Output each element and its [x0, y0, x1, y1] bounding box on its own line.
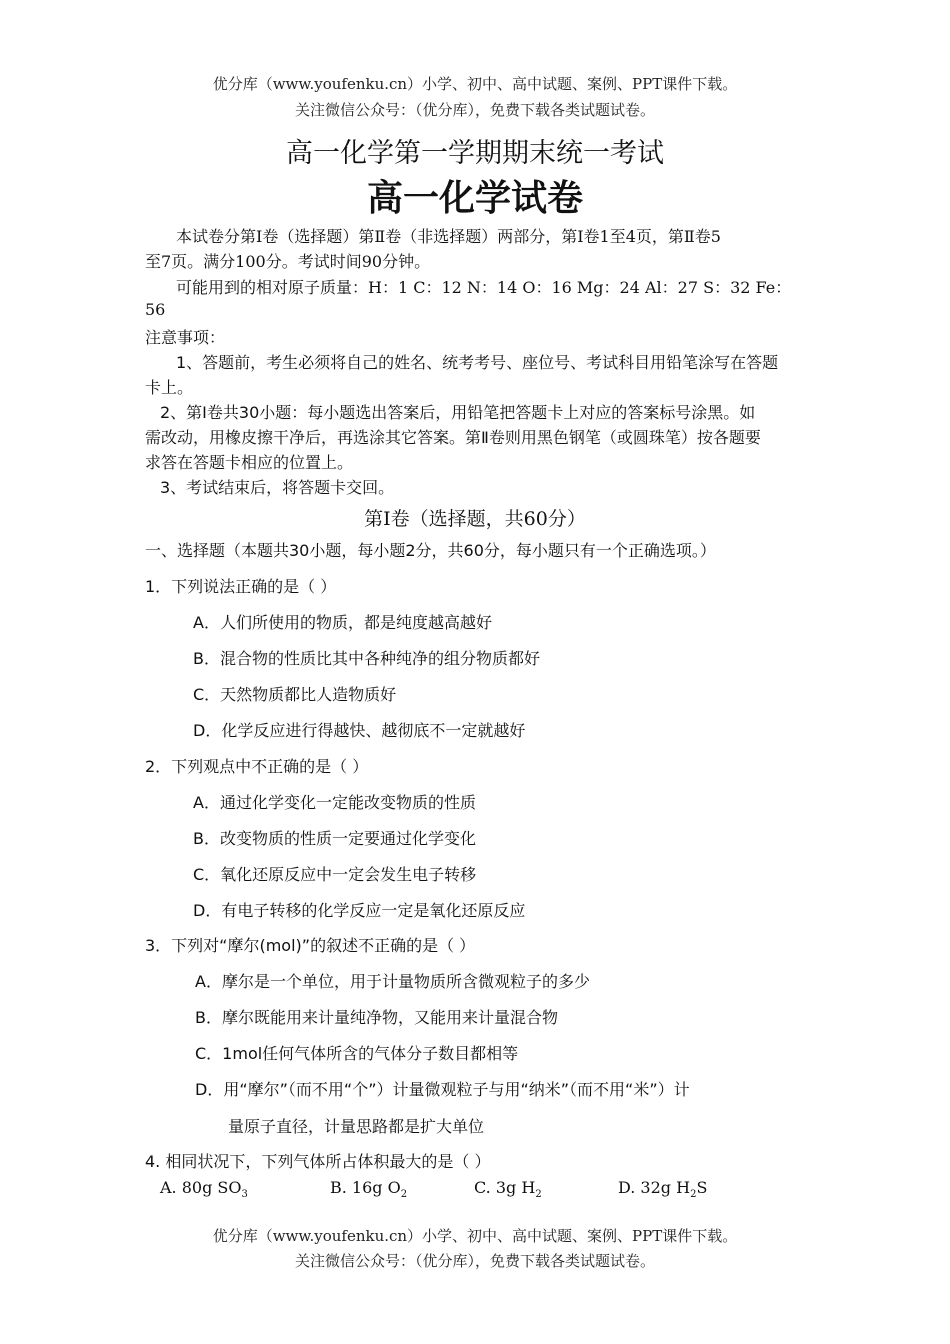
question-1-option-c: C．天然物质都比人造物质好	[193, 685, 397, 704]
intro-line-1: 本试卷分第Ⅰ卷（选择题）第Ⅱ卷（非选择题）两部分，第Ⅰ卷1至4页，第Ⅱ卷5	[176, 227, 721, 246]
exam-title: 高一化学第一学期期末统一考试	[286, 138, 664, 169]
note-1-line-2: 卡上。	[145, 378, 194, 397]
question-4-option-a: A. 80g $SO_3$	[160, 1178, 248, 1201]
question-3-option-a: A．摩尔是一个单位，用于计量物质所含微观粒子的多少	[195, 972, 590, 991]
header-line-1: 优分库（www.youfenku.cn）小学、初中、高中试题、案例、PPT课件下载。	[212, 75, 738, 93]
question-3-option-d-continued: 量原子直径，计量思路都是扩大单位	[228, 1117, 485, 1136]
question-3-option-d: D．用“摩尔”（而不用“个”）计量微观粒子与用“纳米”（而不用“米”）计	[195, 1080, 690, 1099]
question-1-option-a: A．人们所使用的物质，都是纯度越高越好	[193, 613, 492, 632]
question-1-option-b: B．混合物的性质比其中各种纯净的组分物质都好	[193, 649, 540, 668]
notes-heading: 注意事项：	[145, 328, 226, 347]
question-3-option-b: B．摩尔既能用来计量纯净物，又能用来计量混合物	[195, 1008, 558, 1027]
question-4-option-d: D. 32g $H_2S$	[618, 1178, 708, 1201]
section-instruction: 一、选择题（本题共30小题，每小题2分，共60分，每小题只有一个正确选项。）	[145, 541, 716, 560]
note-3: 3、考试结束后，将答题卡交回。	[160, 478, 395, 497]
note-2-line-1: 2、第Ⅰ卷共30小题：每小题选出答案后，用铅笔把答题卡上对应的答案标号涂黑。如	[160, 403, 756, 422]
footer-line-1: 优分库（www.youfenku.cn）小学、初中、高中试题、案例、PPT课件下载。	[212, 1227, 738, 1245]
question-2-option-a: A．通过化学变化一定能改变物质的性质	[193, 793, 476, 812]
atomic-mass-line-1: 可能用到的相对原子质量：H：1 C：12 N：14 O：16 Mg：24 Al：27 S：32 Fe：	[176, 278, 792, 297]
question-4-option-b: B. 16g $O_2$	[330, 1178, 408, 1201]
atomic-mass-line-2: 56	[145, 300, 166, 319]
note-2-line-3: 求答在答题卡相应的位置上。	[145, 453, 354, 472]
question-1-stem: 1．下列说法正确的是（ ）	[145, 577, 337, 596]
question-2-option-c: C．氧化还原反应中一定会发生电子转移	[193, 865, 477, 884]
question-1-option-d: D．化学反应进行得越快、越彻底不一定就越好	[193, 721, 526, 740]
question-2-option-b: B．改变物质的性质一定要通过化学变化	[193, 829, 476, 848]
paper-title: 高一化学试卷	[366, 177, 583, 219]
question-3-stem: 3．下列对“摩尔(mol)”的叙述不正确的是（ ）	[145, 936, 476, 955]
question-4-option-c: C. 3g $H_2$	[474, 1178, 542, 1201]
section-title: 第Ⅰ卷（选择题，共60分）	[364, 508, 586, 530]
footer-line-2: 关注微信公众号：（优分库），免费下载各类试题试卷。	[294, 1252, 655, 1270]
question-2-stem: 2．下列观点中不正确的是（ ）	[145, 757, 369, 776]
note-2-line-2: 需改动，用橡皮擦干净后，再选涂其它答案。第Ⅱ卷则用黑色钢笔（或圆珠笔）按各题要	[145, 428, 761, 447]
intro-line-2: 至7页。满分100分。考试时间90分钟。	[145, 252, 431, 271]
note-1-line-1: 1、答题前，考生必须将自己的姓名、统考考号、座位号、考试科目用铅笔涂写在答题	[176, 353, 779, 372]
header-line-2: 关注微信公众号：（优分库），免费下载各类试题试卷。	[294, 101, 655, 119]
question-2-option-d: D．有电子转移的化学反应一定是氧化还原反应	[193, 901, 526, 920]
question-3-option-c: C．1mol任何气体所含的气体分子数目都相等	[195, 1044, 519, 1063]
question-4-stem: 4. 相同状况下，下列气体所占体积最大的是（ ）	[145, 1152, 491, 1171]
